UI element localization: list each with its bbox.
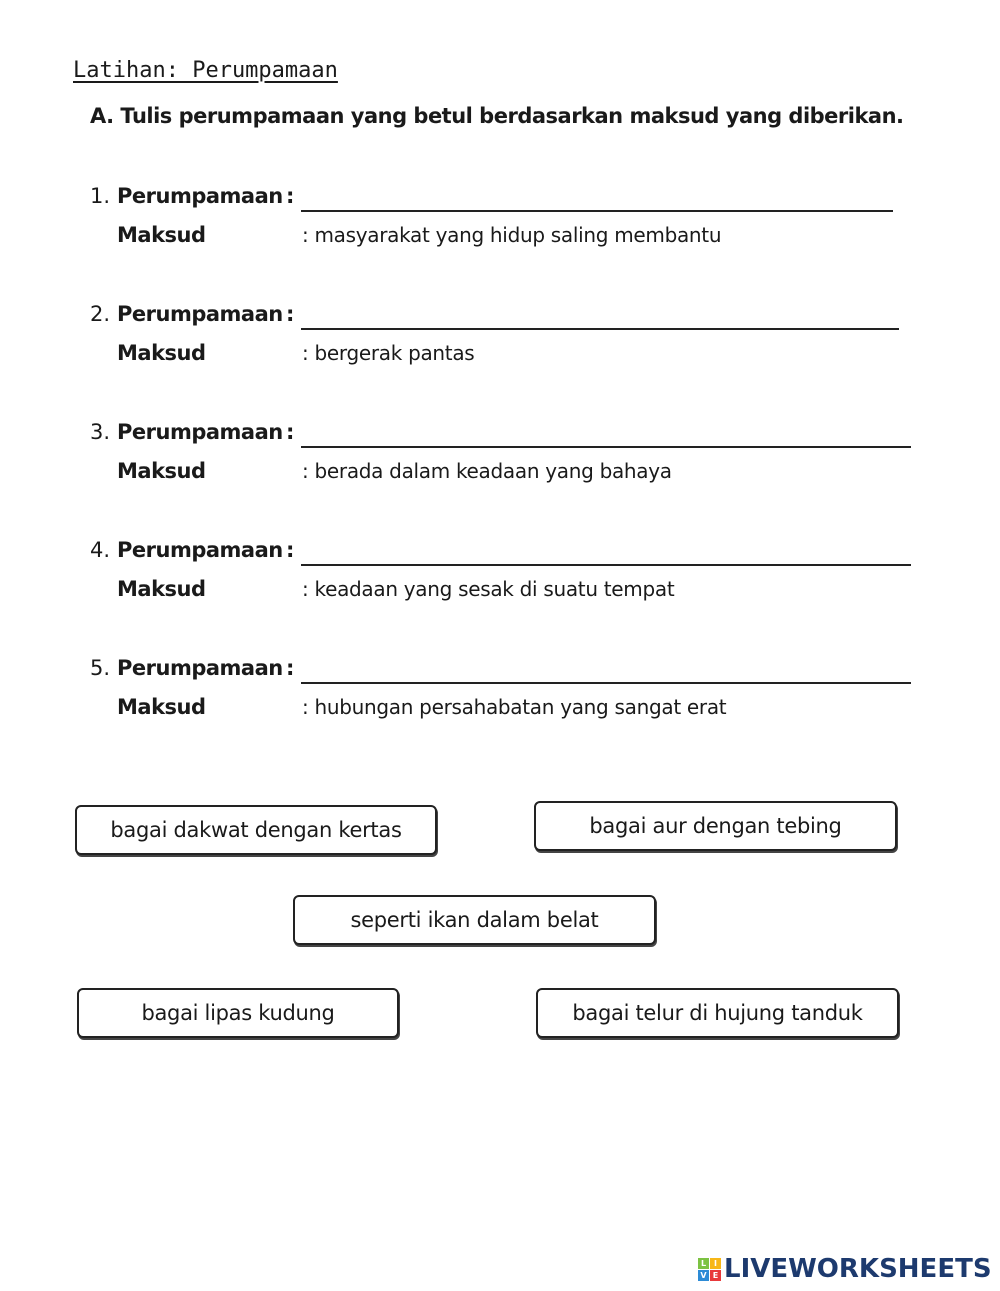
maksud-label: Maksud [117, 577, 206, 601]
question-1 [0, 184, 1000, 264]
option-card[interactable]: bagai aur dengan tebing [534, 801, 897, 851]
worksheet-title: Latihan: Perumpamaan [73, 58, 338, 83]
live-logo-icon [698, 1258, 721, 1281]
meaning-text: : hubungan persahabatan yang sangat erat [302, 695, 727, 719]
logo-letter-v: V [698, 1270, 709, 1281]
perumpamaan-label: Perumpamaan [117, 656, 283, 680]
meaning-text: : bergerak pantas [302, 341, 475, 365]
maksud-label: Maksud [117, 459, 206, 483]
perumpamaan-label: Perumpamaan [117, 538, 283, 562]
answer-input-3[interactable] [301, 420, 911, 448]
logo-letter-i: I [710, 1258, 721, 1269]
question-number: 4. [90, 538, 111, 562]
question-number: 3. [90, 420, 111, 444]
maksud-label: Maksud [117, 695, 206, 719]
question-4 [0, 538, 1000, 618]
question-number: 2. [90, 302, 111, 326]
perumpamaan-label: Perumpamaan [117, 302, 283, 326]
perumpamaan-label: Perumpamaan [117, 184, 283, 208]
meaning-text: : masyarakat yang hidup saling membantu [302, 223, 722, 247]
question-2 [0, 302, 1000, 382]
meaning-text: : keadaan yang sesak di suatu tempat [302, 577, 675, 601]
option-card[interactable]: bagai lipas kudung [77, 988, 399, 1038]
option-card[interactable]: bagai telur di hujung tanduk [536, 988, 899, 1038]
colon: : [286, 302, 295, 326]
meaning-text: : berada dalam keadaan yang bahaya [302, 459, 672, 483]
colon: : [286, 420, 295, 444]
liveworksheets-logo [698, 1254, 992, 1284]
option-card[interactable]: seperti ikan dalam belat [293, 895, 656, 945]
answer-input-2[interactable] [301, 302, 899, 330]
colon: : [286, 184, 295, 208]
option-card[interactable]: bagai dakwat dengan kertas [75, 805, 437, 855]
colon: : [286, 656, 295, 680]
answer-input-4[interactable] [301, 538, 911, 566]
logo-letter-e: E [710, 1270, 721, 1281]
maksud-label: Maksud [117, 223, 206, 247]
answer-input-1[interactable] [301, 184, 893, 212]
logo-text: LIVEWORKSHEETS [724, 1254, 992, 1284]
question-3 [0, 420, 1000, 500]
question-5 [0, 656, 1000, 736]
question-number: 1. [90, 184, 111, 208]
perumpamaan-label: Perumpamaan [117, 420, 283, 444]
question-number: 5. [90, 656, 111, 680]
instruction: A. Tulis perumpamaan yang betul berdasarkan maksud yang diberikan. [90, 104, 904, 128]
logo-letter-l: L [698, 1258, 709, 1269]
colon: : [286, 538, 295, 562]
maksud-label: Maksud [117, 341, 206, 365]
answer-input-5[interactable] [301, 656, 911, 684]
